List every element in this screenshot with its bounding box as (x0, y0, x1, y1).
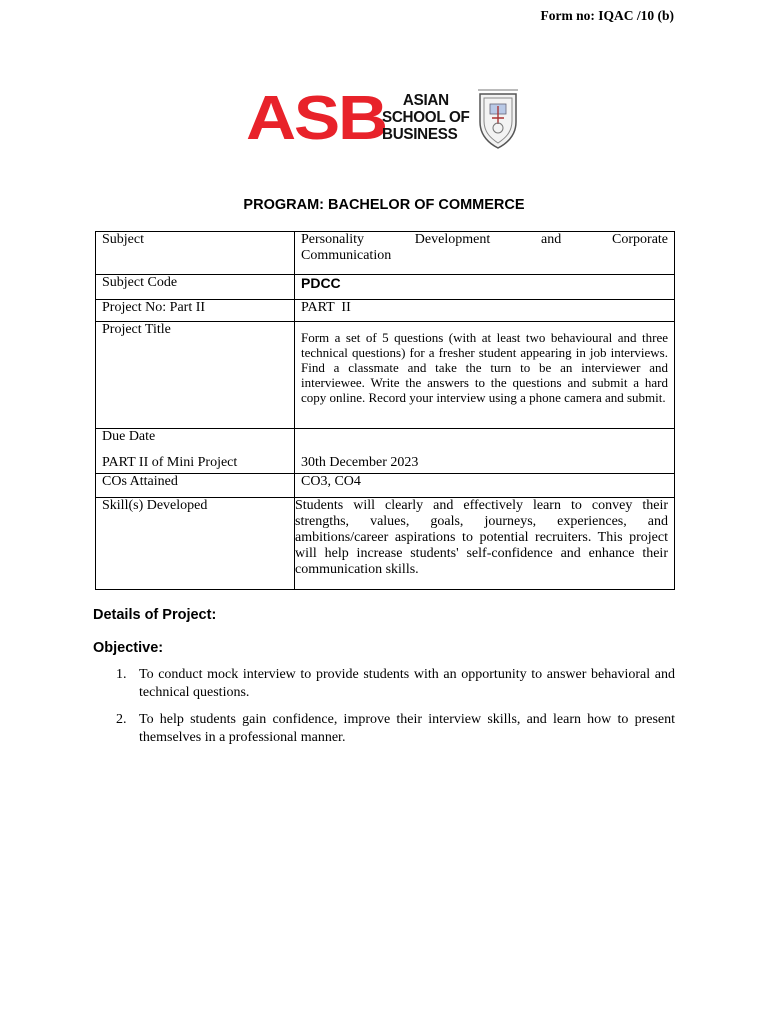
table-row-cos (96, 474, 675, 498)
cos-value: CO3, CO4 (295, 474, 675, 498)
subject-word-2: Development (414, 232, 491, 247)
subject-value-line-1 (301, 232, 668, 248)
logo-line-3: BUSINESS (382, 126, 458, 143)
due-label: Due Date (102, 429, 156, 444)
subject-word-3: and (541, 232, 562, 247)
title-label: Project Title (96, 322, 295, 429)
code-label: Subject Code (96, 275, 295, 300)
list-item (95, 666, 675, 701)
objectives-list (95, 666, 675, 756)
project-no-value: PART II (295, 300, 675, 322)
table-row-skills (96, 498, 675, 590)
table-row-project-no (96, 300, 675, 322)
table-row-subject (96, 232, 675, 275)
table-row-due (96, 429, 675, 474)
program-title: PROGRAM: BACHELOR OF COMMERCE (243, 197, 525, 213)
logo-line-2: SCHOOL OF (382, 109, 470, 126)
title-value: Form a set of 5 questions (with at least two behavioural and three technical questions) for a fresher student appearing in job interviews. Find a classmate and take the turn to be an interviewer and interviewee. Write the answers to the questions and submit a hard copy online. Record your interview using a phone camera and submit. (295, 322, 675, 429)
subject-word-1: Personality (301, 232, 364, 247)
logo-wordmark (382, 92, 474, 143)
university-crest-icon (474, 88, 522, 150)
due-cell-value (295, 429, 675, 474)
code-text: PDCC (301, 275, 341, 291)
objective-heading: Objective: (93, 640, 164, 656)
skills-value: Students will clearly and effectively learn to convey their strengths, values, goals, journeys, experiences, and ambitions/career aspirations to potential recruiters. This project will help increase students' self-confidence and enhance their communication skills. (295, 498, 675, 590)
asb-logo (246, 84, 522, 153)
due-value: 30th December 2023 (301, 455, 419, 470)
subject-label: Subject (96, 232, 295, 275)
project-info-table (95, 231, 675, 590)
due-sub-label: PART II of Mini Project (102, 455, 238, 470)
list-item-number: 1. (116, 667, 127, 682)
list-item-text: To conduct mock interview to provide students with an opportunity to answer behavioral and technical questions. (139, 667, 675, 700)
list-item-number: 2. (116, 712, 127, 727)
logo-line-1: ASIAN (402, 92, 449, 109)
cos-label: COs Attained (96, 474, 295, 498)
subject-value (295, 232, 675, 275)
code-value (295, 275, 675, 300)
form-number: Form no: IQAC /10 (b) (540, 8, 674, 23)
list-item (95, 711, 675, 746)
list-item-text: To help students gain confidence, improve their interview skills, and learn how to present themselves in a professional manner. (139, 712, 675, 745)
subject-value-line-2: Communication (301, 248, 392, 263)
table-row-code (96, 275, 675, 300)
subject-word-4: Corporate (612, 232, 669, 247)
details-heading: Details of Project: (93, 607, 217, 623)
table-row-title (96, 322, 675, 429)
due-cell (96, 429, 295, 474)
project-no-label: Project No: Part II (96, 300, 295, 322)
skills-label: Skill(s) Developed (96, 498, 295, 590)
logo-mark: ASB (246, 84, 386, 153)
